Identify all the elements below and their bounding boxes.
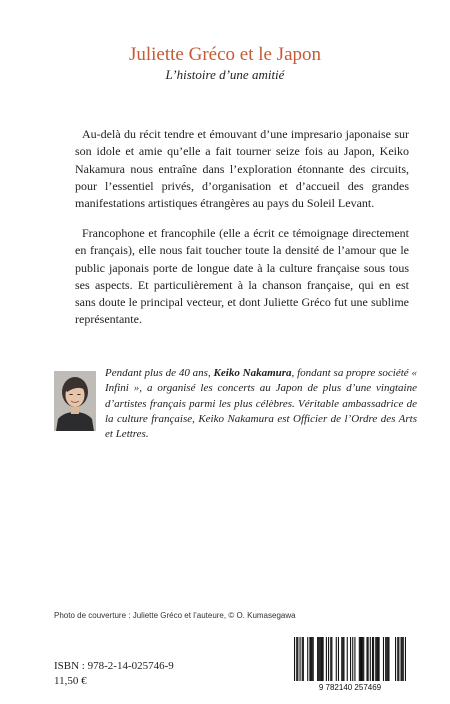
description-paragraph-2: Francophone et francophile (elle a écrit ce témoignage directement en français), elle nous fait toucher toute la densité de l’amour que le public japonais porte de longue date à la culture française sous tous ses aspects. Et particulièrement à la chanson française, qui en est sans doute le principal vecteur, et dont Juliette Gréco fut une sublime représentante.: [75, 226, 409, 327]
barcode-bar: [366, 637, 367, 681]
barcode-bar: [372, 637, 373, 681]
barcode-bar: [361, 637, 362, 681]
barcode-bar: [388, 637, 389, 681]
barcode-bar: [330, 637, 331, 681]
barcode-bar: [319, 637, 320, 681]
barcode-bar: [297, 637, 298, 681]
barcode-bar: [338, 637, 339, 681]
barcode-bar: [302, 637, 303, 681]
barcode-bar: [354, 637, 355, 681]
barcode-bar: [343, 637, 344, 681]
barcode-bar: [336, 637, 337, 681]
barcode-bar: [341, 637, 342, 681]
barcode-bar: [368, 637, 369, 681]
price: 11,50 €: [54, 675, 87, 687]
barcode-bar: [375, 637, 376, 681]
barcode-bar: [387, 637, 388, 681]
author-bio-intro: Pendant plus de 40 ans,: [105, 367, 214, 379]
barcode-bar: [403, 637, 404, 681]
book-title: Juliette Gréco et le Japon: [128, 44, 322, 65]
barcode-bar: [331, 637, 332, 681]
barcode-bar: [362, 637, 363, 681]
barcode-image: [290, 635, 410, 692]
barcode-bar: [363, 637, 364, 681]
barcode-bar: [309, 637, 310, 681]
barcode-bar: [310, 637, 311, 681]
barcode-bar: [317, 637, 318, 681]
barcode: [290, 635, 410, 692]
barcode-bar: [326, 637, 327, 681]
barcode-bar: [347, 637, 348, 681]
barcode-bar: [313, 637, 314, 681]
barcode-bar: [373, 637, 374, 681]
barcode-bar: [307, 637, 308, 681]
barcode-bar: [321, 637, 322, 681]
barcode-bar: [296, 637, 297, 681]
barcode-bar: [377, 637, 378, 681]
barcode-bar: [401, 637, 402, 681]
barcode-bar: [299, 637, 300, 681]
author-bio-text: , fondant sa propre société « Infini », a organisé les concerts au Japon de plus d’une vingtaine d’artistes français parmi les plus célèbres. Véritable ambassadrice de la culture française, Keiko Nakamura est Officier de l’Ordre des Arts et Lettres.: [105, 367, 417, 441]
description-paragraph-1: Au-delà du récit tendre et émouvant d’une impresario japonaise sur son idole et amie qu’elle a fait tourner seize fois au Japon, Keiko Nakamura nous entraîne dans l’exploration étonnante des circuits, pour l’essentiel privés, d’organisation et d’accueil des grandes manifestations artistiques étrangères au pays du Soleil Levant.: [75, 127, 409, 211]
barcode-bar: [323, 637, 324, 681]
book-subtitle: L’histoire d’une amitié: [165, 67, 285, 82]
author-portrait-image: [54, 371, 96, 431]
barcode-bar: [350, 637, 351, 681]
barcode-bar: [312, 637, 313, 681]
barcode-bar: [402, 637, 403, 681]
barcode-bar: [303, 637, 304, 681]
barcode-bar: [294, 637, 295, 681]
barcode-bar: [370, 637, 371, 681]
author-photo: [54, 371, 96, 431]
barcode-bar: [385, 637, 386, 681]
barcode-bar: [405, 637, 406, 681]
photo-credit: Photo de couverture : Juliette Gréco et l’auteure, © O. Kumasegawa: [54, 611, 296, 620]
barcode-bar: [398, 637, 399, 681]
barcode-bar: [320, 637, 321, 681]
author-bio: [105, 366, 417, 442]
isbn: ISBN : 978-2-14-025746-9: [54, 660, 174, 672]
barcode-bar: [352, 637, 353, 681]
barcode-bar: [342, 637, 343, 681]
barcode-bar: [328, 637, 329, 681]
barcode-bar: [359, 637, 360, 681]
author-name: Keiko Nakamura: [213, 367, 292, 379]
barcode-bar: [386, 637, 387, 681]
barcode-bar: [376, 637, 377, 681]
barcode-bar: [395, 637, 396, 681]
barcode-bar: [379, 637, 380, 681]
barcode-bar: [360, 637, 361, 681]
barcode-bar: [397, 637, 398, 681]
barcode-bar: [383, 637, 384, 681]
barcode-digits: 9 782140 257469: [318, 683, 382, 692]
barcode-bar: [318, 637, 319, 681]
